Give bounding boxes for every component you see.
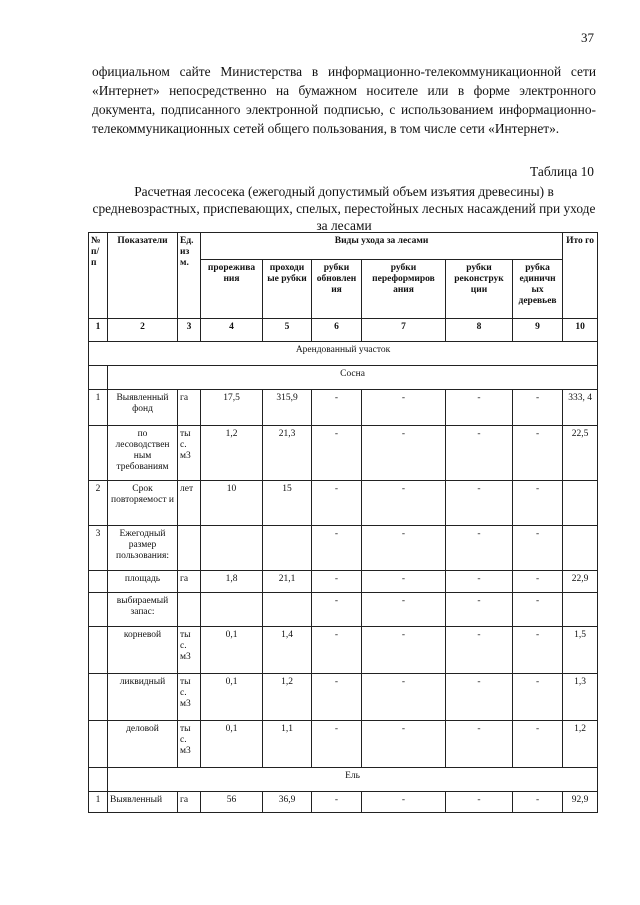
row-reconstruction: - <box>446 627 513 674</box>
table-row <box>89 426 598 481</box>
header-type: рубки переформиров ания <box>362 260 446 319</box>
row-indicator: по лесоводствен ным требованиям <box>108 426 178 481</box>
row-single-tree: - <box>513 593 563 627</box>
row-indicator: деловой <box>108 721 178 768</box>
row-reconstruction: - <box>446 481 513 526</box>
table-row <box>89 674 598 721</box>
row-single-tree: - <box>513 627 563 674</box>
row-reformation: - <box>362 571 446 593</box>
row-thinning: 0,1 <box>201 721 263 768</box>
row-total: 333, 4 <box>563 390 598 426</box>
row-num <box>89 721 108 768</box>
row-indicator: ликвидный <box>108 674 178 721</box>
row-reformation: - <box>362 627 446 674</box>
header-type: рубки реконструк ции <box>446 260 513 319</box>
forest-cutting-table <box>88 232 598 813</box>
row-renewal: - <box>312 792 362 813</box>
row-indicator: Ежегодный размер пользования: <box>108 526 178 571</box>
row-renewal: - <box>312 481 362 526</box>
intro-paragraph: официальном сайте Министерства в информационно-телекоммуникационной сети «Интернет» непосредственно на бумажном носителе или в форме электронного документа, подписанного электронной подписью, с использованием информационно-телекоммуникационных сетей общего пользования, в том числе сети «Интернет». <box>92 64 596 136</box>
page-number: 37 <box>581 30 594 45</box>
row-renewal: - <box>312 627 362 674</box>
section-row-spruce <box>89 768 598 792</box>
row-num <box>89 571 108 593</box>
row-num: 3 <box>89 526 108 571</box>
row-thinning <box>201 593 263 627</box>
header-type: прорежива ния <box>201 260 263 319</box>
section-pine: Сосна <box>108 366 598 390</box>
row-thinning: 17,5 <box>201 390 263 426</box>
header-type: рубка единичн ых деревьев <box>513 260 563 319</box>
section-area: Арендованный участок <box>89 342 598 366</box>
column-number: 8 <box>446 319 513 342</box>
section-spruce: Ель <box>108 768 598 792</box>
header-type: проходи ые рубки <box>263 260 312 319</box>
row-num: 1 <box>89 792 108 813</box>
row-reconstruction: - <box>446 593 513 627</box>
row-reconstruction: - <box>446 571 513 593</box>
row-passing <box>263 526 312 571</box>
row-passing <box>263 593 312 627</box>
row-total: 1,5 <box>563 627 598 674</box>
table-label: Таблица 10 <box>530 164 594 179</box>
row-reformation: - <box>362 526 446 571</box>
row-single-tree: - <box>513 792 563 813</box>
table-row <box>89 627 598 674</box>
row-total: 1,2 <box>563 721 598 768</box>
row-passing: 15 <box>263 481 312 526</box>
row-indicator: Выявленный <box>108 792 178 813</box>
row-single-tree: - <box>513 674 563 721</box>
header-total: Ито го <box>563 233 598 319</box>
column-number: 7 <box>362 319 446 342</box>
row-single-tree: - <box>513 481 563 526</box>
row-indicator: Срок повторяемост и <box>108 481 178 526</box>
row-passing: 36,9 <box>263 792 312 813</box>
row-renewal: - <box>312 390 362 426</box>
column-number: 1 <box>89 319 108 342</box>
row-thinning: 1,8 <box>201 571 263 593</box>
row-reformation: - <box>362 792 446 813</box>
table-row <box>89 593 598 627</box>
table-row <box>89 792 598 813</box>
row-thinning: 10 <box>201 481 263 526</box>
empty-cell <box>89 366 108 390</box>
row-unit: га <box>178 571 201 593</box>
row-thinning: 1,2 <box>201 426 263 481</box>
header-type: рубки обновлен ия <box>312 260 362 319</box>
row-reformation: - <box>362 674 446 721</box>
row-num: 2 <box>89 481 108 526</box>
row-num <box>89 593 108 627</box>
header-unit: Ед. из м. <box>178 233 201 319</box>
column-number: 3 <box>178 319 201 342</box>
row-reformation: - <box>362 593 446 627</box>
row-total: 22,9 <box>563 571 598 593</box>
row-total: 1,3 <box>563 674 598 721</box>
row-indicator: корневой <box>108 627 178 674</box>
row-indicator: выбираемый запас: <box>108 593 178 627</box>
table-row <box>89 481 598 526</box>
row-unit: ты с. м3 <box>178 426 201 481</box>
row-total <box>563 593 598 627</box>
row-passing: 21,1 <box>263 571 312 593</box>
column-number: 9 <box>513 319 563 342</box>
section-row-area <box>89 342 598 366</box>
column-number: 2 <box>108 319 178 342</box>
table-row <box>89 390 598 426</box>
row-passing: 21,3 <box>263 426 312 481</box>
table-row <box>89 571 598 593</box>
row-reconstruction: - <box>446 526 513 571</box>
row-unit: га <box>178 390 201 426</box>
row-passing: 1,4 <box>263 627 312 674</box>
column-number: 4 <box>201 319 263 342</box>
column-number-row <box>89 319 598 342</box>
row-reconstruction: - <box>446 721 513 768</box>
header-indicator: Показатели <box>108 233 178 319</box>
row-passing: 1,1 <box>263 721 312 768</box>
row-indicator: площадь <box>108 571 178 593</box>
row-thinning: 0,1 <box>201 674 263 721</box>
header-care-types: Виды ухода за лесами <box>201 233 563 260</box>
row-unit: ты с. м3 <box>178 627 201 674</box>
row-unit <box>178 593 201 627</box>
row-reconstruction: - <box>446 390 513 426</box>
row-thinning: 0,1 <box>201 627 263 674</box>
row-num <box>89 627 108 674</box>
row-passing: 315,9 <box>263 390 312 426</box>
row-thinning <box>201 526 263 571</box>
column-number: 6 <box>312 319 362 342</box>
column-number: 10 <box>563 319 598 342</box>
row-num <box>89 426 108 481</box>
row-total <box>563 526 598 571</box>
column-number: 5 <box>263 319 312 342</box>
row-renewal: - <box>312 721 362 768</box>
row-num <box>89 674 108 721</box>
row-single-tree: - <box>513 390 563 426</box>
row-reformation: - <box>362 481 446 526</box>
row-reconstruction: - <box>446 426 513 481</box>
table-row <box>89 526 598 571</box>
table-title: Расчетная лесосека (ежегодный допустимый объем изъятия древесины) в средневозрастных, приспевающих, спелых, перестойных лесных насаждений при уходе за лесами <box>92 184 596 233</box>
row-renewal: - <box>312 571 362 593</box>
row-unit: ты с. м3 <box>178 674 201 721</box>
row-total <box>563 481 598 526</box>
row-reformation: - <box>362 426 446 481</box>
row-thinning: 56 <box>201 792 263 813</box>
row-renewal: - <box>312 426 362 481</box>
row-single-tree: - <box>513 721 563 768</box>
row-reconstruction: - <box>446 674 513 721</box>
row-num: 1 <box>89 390 108 426</box>
section-row-pine <box>89 366 598 390</box>
row-single-tree: - <box>513 426 563 481</box>
row-renewal: - <box>312 526 362 571</box>
table-row <box>89 721 598 768</box>
row-reconstruction: - <box>446 792 513 813</box>
row-renewal: - <box>312 674 362 721</box>
row-unit: лет <box>178 481 201 526</box>
row-renewal: - <box>312 593 362 627</box>
empty-cell <box>89 768 108 792</box>
header-num: № п/ п <box>89 233 108 319</box>
row-single-tree: - <box>513 526 563 571</box>
row-total: 92,9 <box>563 792 598 813</box>
row-total: 22,5 <box>563 426 598 481</box>
row-unit <box>178 526 201 571</box>
row-single-tree: - <box>513 571 563 593</box>
row-unit: ты с. м3 <box>178 721 201 768</box>
header-row <box>89 233 598 260</box>
row-reformation: - <box>362 721 446 768</box>
row-passing: 1,2 <box>263 674 312 721</box>
row-reformation: - <box>362 390 446 426</box>
row-indicator: Выявленный фонд <box>108 390 178 426</box>
row-unit: га <box>178 792 201 813</box>
